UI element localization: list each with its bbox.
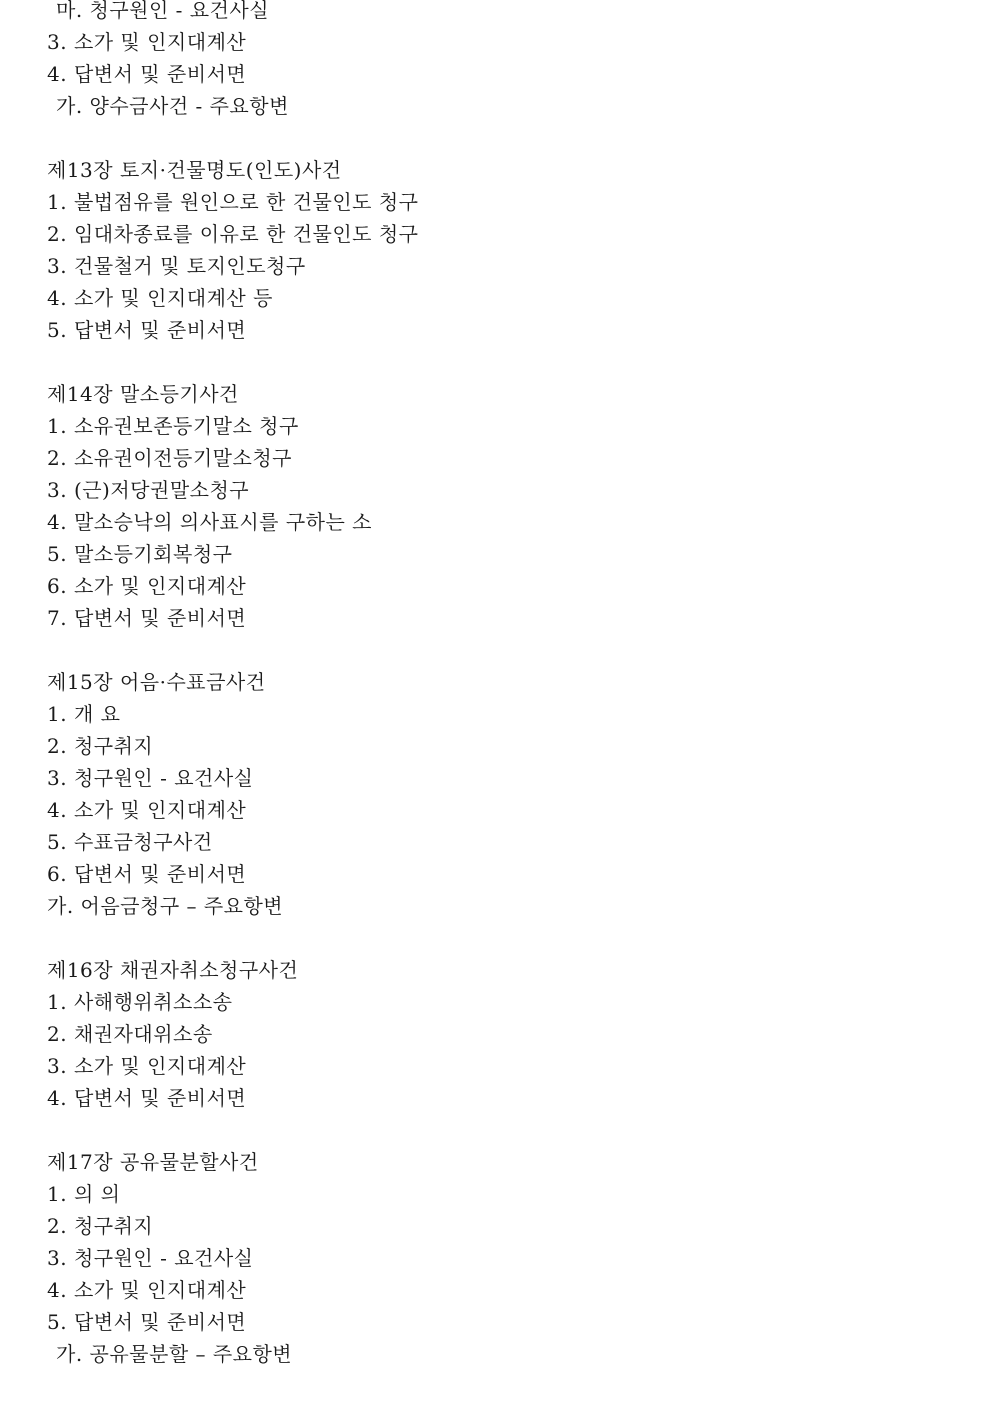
section-spacer: [47, 1114, 947, 1146]
chapter-section: [47, 378, 947, 634]
toc-item: 4. 말소승낙의 의사표시를 구하는 소: [47, 510, 372, 534]
toc-item: 가. 어음금청구 – 주요항변: [47, 894, 284, 918]
toc-item: 1. 소유권보존등기말소 청구: [47, 414, 299, 438]
toc-item: 3. 건물철거 및 토지인도청구: [47, 254, 306, 278]
chapter-section: [47, 666, 947, 922]
toc-item: 가. 양수금사건 - 주요항변: [56, 94, 289, 118]
toc-item: 3. 소가 및 인지대계산: [47, 30, 247, 54]
intro-section: [47, 0, 947, 122]
toc-item: 3. 청구원인 - 요건사실: [47, 766, 254, 790]
toc-item: 가. 공유물분할 – 주요항변: [56, 1342, 293, 1366]
toc-item: 1. 의 의: [47, 1182, 121, 1206]
toc-item: 5. 수표금청구사건: [47, 830, 213, 854]
toc-item: 3. 청구원인 - 요건사실: [47, 1246, 254, 1270]
toc-item: 2. 채권자대위소송: [47, 1022, 213, 1046]
section-spacer: [47, 922, 947, 954]
toc-item: 7. 답변서 및 준비서면: [47, 606, 247, 630]
toc-item: 3. (근)저당권말소청구: [47, 478, 250, 502]
toc-item: 4. 소가 및 인지대계산 등: [47, 286, 273, 310]
chapter-section: [47, 954, 947, 1114]
chapters-list: [47, 122, 947, 1370]
toc-item: 5. 말소등기회복청구: [47, 542, 233, 566]
toc-item: 6. 답변서 및 준비서면: [47, 862, 247, 886]
section-spacer: [47, 634, 947, 666]
section-spacer: [47, 346, 947, 378]
toc-item: 5. 답변서 및 준비서면: [47, 318, 247, 342]
toc-item: 1. 개 요: [47, 702, 121, 726]
document-page: [47, 0, 947, 1370]
toc-item: 1. 사해행위취소소송: [47, 990, 233, 1014]
toc-item: 5. 답변서 및 준비서면: [47, 1310, 247, 1334]
chapter-title: 제14장 말소등기사건: [47, 382, 239, 406]
chapter-title: 제15장 어음·수표금사건: [47, 670, 266, 694]
chapter-title: 제16장 채권자취소청구사건: [47, 958, 299, 982]
toc-item: 2. 청구취지: [47, 734, 154, 758]
toc-item: 4. 답변서 및 준비서면: [47, 62, 247, 86]
chapter-title: 제17장 공유물분할사건: [47, 1150, 259, 1174]
toc-item: 4. 소가 및 인지대계산: [47, 1278, 247, 1302]
toc-item: 1. 불법점유를 원인으로 한 건물인도 청구: [47, 190, 419, 214]
toc-item: 2. 소유권이전등기말소청구: [47, 446, 292, 470]
toc-item: 마. 청구원인 - 요건사실: [56, 0, 270, 22]
toc-item: 3. 소가 및 인지대계산: [47, 1054, 247, 1078]
toc-item: 6. 소가 및 인지대계산: [47, 574, 247, 598]
toc-item: 2. 임대차종료를 이유로 한 건물인도 청구: [47, 222, 419, 246]
toc-item: 4. 답변서 및 준비서면: [47, 1086, 247, 1110]
toc-item: 2. 청구취지: [47, 1214, 154, 1238]
section-spacer: [47, 122, 947, 154]
chapter-section: [47, 1146, 947, 1370]
toc-item: 4. 소가 및 인지대계산: [47, 798, 247, 822]
chapter-section: [47, 154, 947, 346]
chapter-title: 제13장 토지·건물명도(인도)사건: [47, 158, 342, 182]
